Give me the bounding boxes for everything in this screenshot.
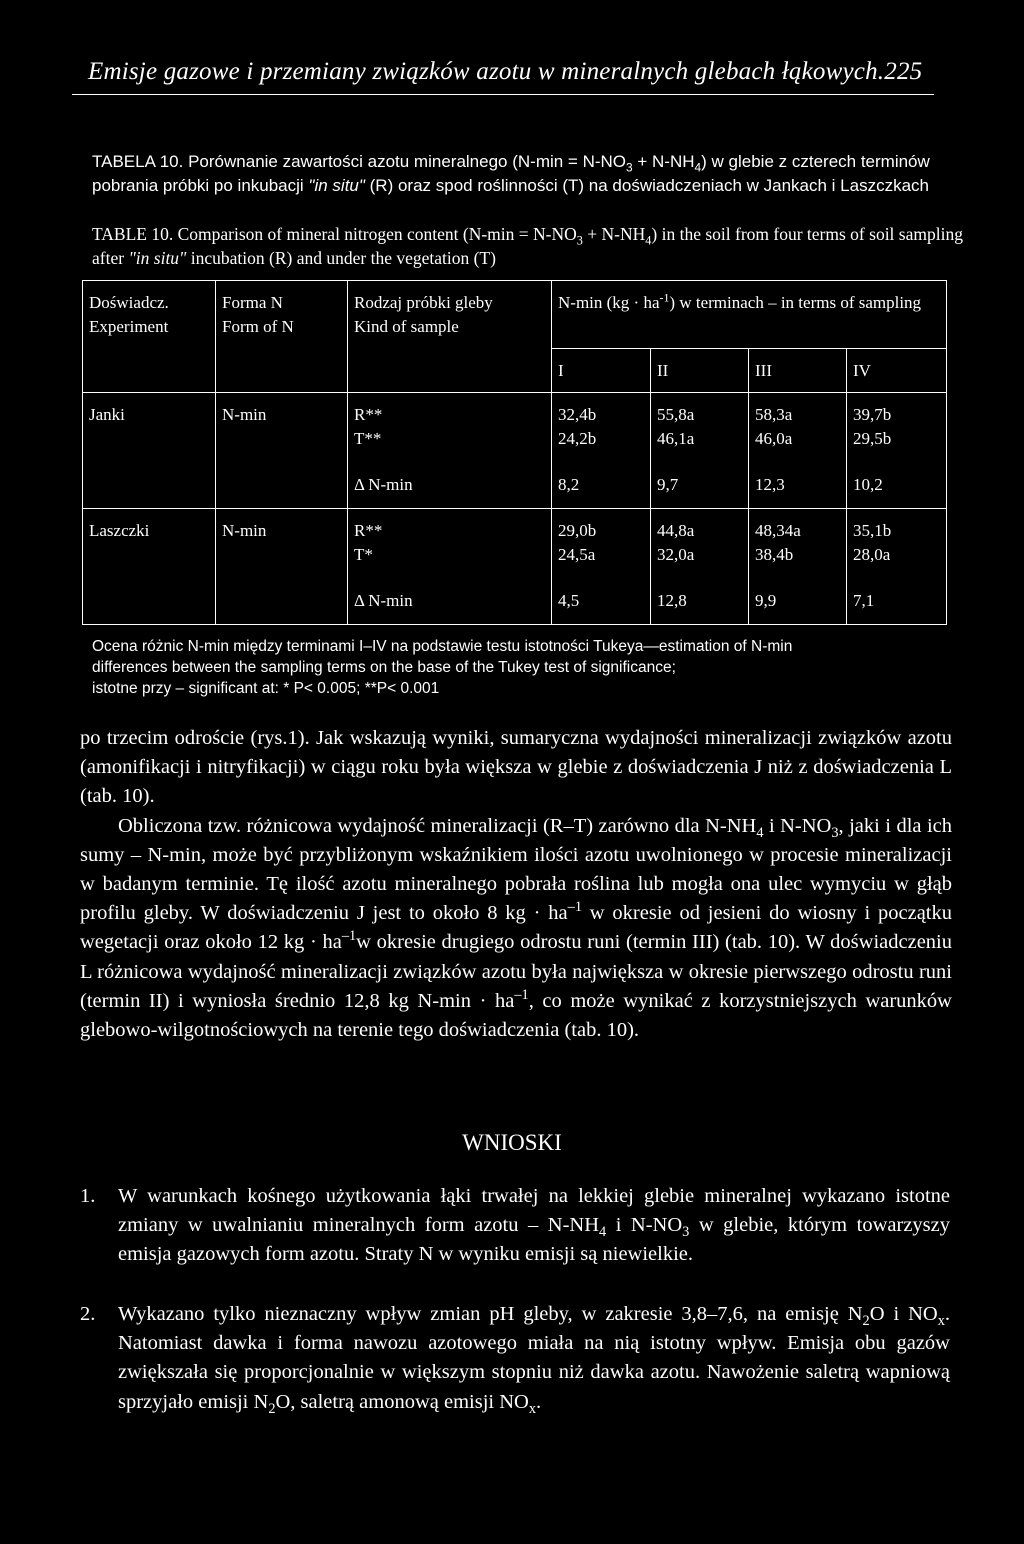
- body-paragraph-2: Obliczona tzw. różnicowa wydajność mineralizacji (R–T) zarówno dla $N-NH_4$ i $N-NO_3$, jaki i dla ich sumy – N-min, może być przybliżonym wskaźnikiem ilości azotu uwolnionego w procesie mineralizacji w badanym terminie. Tę ilość azotu mineralnego pobrała roślina lub mogła ona ulec wymyciu w głąb profilu gleby. W doświadczeniu J jest to około 8 kg · $ha^{-1}$ w okresie od jesieni do wiosny i początku wegetacji oraz około 12 kg · $ha^{-1}w$ okresie drugiego odrostu runi (termin III) (tab. 10). W doświadczeniu L różnicowa wydajność mineralizacji związków azotu była największa w okresie pierwszego odrostu runi (termin II) i wyniosła średnio 12,8 kg $N-\min \cdot ha^{-1}$, co może wynikać z korzystniejszych warunków glebowo-wilgotnościowych na terenie tego doświadczenia (tab. 10).: [80, 814, 952, 1042]
- header-term-2: II: [651, 349, 749, 393]
- cell-experiment: Janki: [83, 393, 216, 509]
- cell-term-3: 58,3a 46,0a 12,3: [749, 393, 847, 509]
- header-rule: [72, 94, 934, 95]
- header-term-3: III: [749, 349, 847, 393]
- caption-pl-part2: + N-NH: [632, 152, 695, 171]
- caption-pl-part4: (R) oraz spod roślinności (T) na doświadczeniach w Jankach i Laszczkach: [364, 176, 929, 195]
- caption-pl-sub1: 3: [626, 160, 633, 175]
- cell-form: N-min: [216, 393, 348, 509]
- header-term-1: I: [552, 349, 651, 393]
- footnote-line: differences between the sampling terms on the base of the Tukey test of significance;: [92, 659, 676, 676]
- header-term-4: IV: [847, 349, 947, 393]
- conclusion-text: W warunkach kośnego użytkowania łąki trwałej na lekkiej glebie mineralnej wykazano istotne zmiany w uwalnianiu mineralnych form azotu – $N-NH_4$ i $N-NO_3$ w glebie, którym towarzyszy emisja gazowych form azotu. Straty N w wyniku emisji są niewielkie.: [118, 1185, 950, 1266]
- cell-term-4: 39,7b 29,5b 10,2: [847, 393, 947, 509]
- cell-term-2: 55,8a 46,1a 9,7: [651, 393, 749, 509]
- conclusion-number: 2.: [80, 1303, 96, 1325]
- caption-en-part2: + N-NH: [582, 224, 646, 244]
- cell-term-4: 35,1b 28,0a 7,1: [847, 509, 947, 625]
- caption-en-label: TABLE 10.: [92, 224, 174, 244]
- table-row-janki: [83, 393, 947, 509]
- section-heading: WNIOSKI: [462, 1130, 562, 1155]
- header-nmin: N-min $(kg \cdot ha^{-1})$ w terminach – in terms of sampling: [552, 281, 947, 349]
- table-caption-pl: [92, 150, 972, 198]
- caption-pl-part1: Porównanie zawartości azotu mineralnego (N-min = N-NO: [188, 152, 627, 171]
- caption-pl-italic: "in situ": [308, 176, 365, 195]
- body-paragraph-1: po trzecim odroście (rys.1). Jak wskazują wyniki, sumaryczna wydajności mineralizacji związków azotu (amonifikacji i nitryfikacji) w ciągu roku była większa w glebie z doświadczenia J niż z doświadczenia L (tab. 10).: [80, 727, 952, 808]
- cell-term-2: 44,8a 32,0a 12,8: [651, 509, 749, 625]
- cell-term-1: 29,0b 24,5a 4,5: [552, 509, 651, 625]
- running-head: Emisje gazowe i przemiany związków azotu w mineralnych glebach łąkowych.225: [88, 58, 923, 85]
- data-table: [82, 280, 947, 625]
- footnote-line: istotne przy – significant at: * P< 0.005; **P< 0.001: [92, 680, 440, 697]
- cell-term-3: 48,34a 38,4b 9,9: [749, 509, 847, 625]
- table-caption-en: [92, 222, 972, 270]
- conclusion-item: [80, 1300, 950, 1417]
- cell-sample: R** T** Δ N-min: [348, 393, 552, 509]
- caption-en-part4: incubation (R) and under the vegetation (T): [186, 248, 496, 268]
- caption-pl-sub2: 4: [694, 160, 702, 175]
- caption-en-italic: "in situ": [128, 248, 187, 268]
- body-text: [80, 724, 952, 1045]
- cell-form: N-min: [216, 509, 348, 625]
- conclusion-text: Wykazano tylko nieznaczny wpływ zmian pH gleby, w zakresie 3,8–7,6, na emisję $N_2O$ i $NO_x$. Natomiast dawka i forma nawozu azotowego miała na nią istotny wpływ. Emisja obu gazów zwiększała się proporcjonalnie w większym stopniu niż dawka azotu. Nawożenie saletrą wapniową sprzyjało emisji $N_2O$, saletrą amonową emisji $NO_x$.: [118, 1303, 951, 1417]
- caption-en-sub1: 3: [576, 233, 583, 248]
- conclusion-number: 1.: [80, 1185, 96, 1207]
- caption-en-sub2: 4: [645, 233, 652, 248]
- header-sample: Rodzaj próbki gleby Kind of sample: [348, 281, 552, 393]
- cell-experiment: Laszczki: [83, 509, 216, 625]
- conclusion-item: [80, 1182, 950, 1270]
- cell-term-1: 32,4b 24,2b 8,2: [552, 393, 651, 509]
- header-form: Forma N Form of N: [216, 281, 348, 393]
- table-footnote: [92, 636, 972, 699]
- footnote-line: Ocena różnic N-min między terminami I–IV na podstawie testu istotności Tukeya—estimation of N-min: [92, 638, 793, 655]
- caption-en-part1: Comparison of mineral nitrogen content (N-min = N-NO: [177, 224, 577, 244]
- table-row-laszczki: [83, 509, 947, 625]
- table-header-row: [83, 281, 947, 349]
- caption-en-part3: ) in the soil from four terms of soil sampling after: [92, 224, 963, 268]
- header-experiment: Doświadcz. Experiment: [83, 281, 216, 393]
- cell-sample: R** T* Δ N-min: [348, 509, 552, 625]
- caption-pl-part3: ) w glebie z czterech terminów pobrania próbki po inkubacji: [92, 152, 930, 195]
- caption-pl-label: TABELA 10.: [92, 152, 184, 171]
